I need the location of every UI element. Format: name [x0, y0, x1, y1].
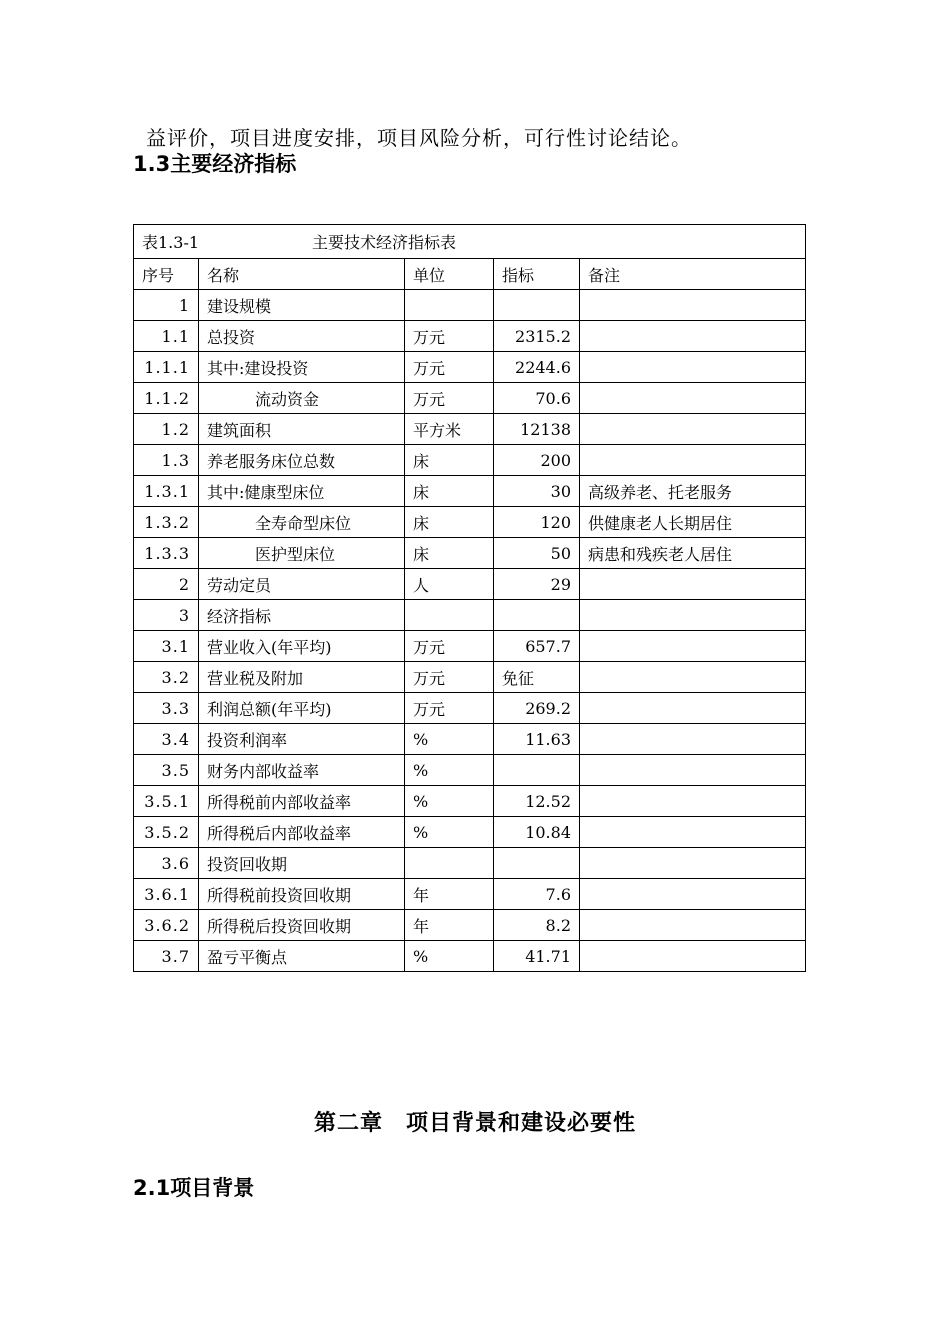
cell-name: 所得税后内部收益率 — [199, 817, 405, 848]
cell-value — [494, 848, 580, 879]
cell-value: 7.6 — [494, 879, 580, 910]
cell-seq: 3 — [134, 600, 199, 631]
table-label: 表1.3-1 — [142, 233, 200, 252]
indicators-table — [133, 224, 806, 972]
cell-note — [580, 848, 806, 879]
table-row — [134, 662, 806, 693]
cell-name: 盈亏平衡点 — [199, 941, 405, 972]
cell-unit: 万元 — [405, 631, 494, 662]
cell-unit: 年 — [405, 879, 494, 910]
table-row — [134, 352, 806, 383]
cell-name: 投资利润率 — [199, 724, 405, 755]
cell-unit: 万元 — [405, 352, 494, 383]
cell-unit: 人 — [405, 569, 494, 600]
cell-seq: 1.1.2 — [134, 383, 199, 414]
table-row — [134, 290, 806, 321]
cell-name: 总投资 — [199, 321, 405, 352]
cell-value: 2315.2 — [494, 321, 580, 352]
table-row — [134, 817, 806, 848]
cell-unit — [405, 290, 494, 321]
cell-note: 高级养老、托老服务 — [580, 476, 806, 507]
cell-seq: 1.3.3 — [134, 538, 199, 569]
intro-paragraph-line: 益评价，项目进度安排，项目风险分析，可行性讨论结论。 — [146, 126, 692, 150]
cell-seq: 1.3 — [134, 445, 199, 476]
cell-unit: 万元 — [405, 693, 494, 724]
cell-seq: 1.3.2 — [134, 507, 199, 538]
cell-value: 10.84 — [494, 817, 580, 848]
cell-value: 12138 — [494, 414, 580, 445]
cell-note — [580, 817, 806, 848]
cell-value — [494, 600, 580, 631]
cell-seq: 3.7 — [134, 941, 199, 972]
cell-unit: % — [405, 786, 494, 817]
cell-seq: 3.4 — [134, 724, 199, 755]
cell-seq: 1.1.1 — [134, 352, 199, 383]
table-row — [134, 600, 806, 631]
table-row — [134, 631, 806, 662]
table-row — [134, 569, 806, 600]
cell-unit: 万元 — [405, 662, 494, 693]
cell-seq: 3.1 — [134, 631, 199, 662]
cell-unit: 床 — [405, 476, 494, 507]
cell-unit: % — [405, 724, 494, 755]
table-row — [134, 941, 806, 972]
header-value: 指标 — [494, 259, 580, 290]
cell-unit: % — [405, 817, 494, 848]
cell-unit: 床 — [405, 445, 494, 476]
cell-name: 所得税前投资回收期 — [199, 879, 405, 910]
header-unit: 单位 — [405, 259, 494, 290]
table-row — [134, 414, 806, 445]
header-note: 备注 — [580, 259, 806, 290]
cell-name: 财务内部收益率 — [199, 755, 405, 786]
cell-seq: 3.5.2 — [134, 817, 199, 848]
cell-seq: 3.6.1 — [134, 879, 199, 910]
cell-value — [494, 290, 580, 321]
cell-seq: 3.3 — [134, 693, 199, 724]
cell-value: 200 — [494, 445, 580, 476]
cell-seq: 1.3.1 — [134, 476, 199, 507]
cell-name: 建设规模 — [199, 290, 405, 321]
cell-value: 657.7 — [494, 631, 580, 662]
cell-name: 养老服务床位总数 — [199, 445, 405, 476]
cell-unit: 床 — [405, 507, 494, 538]
cell-seq: 3.2 — [134, 662, 199, 693]
cell-name: 营业收入(年平均) — [199, 631, 405, 662]
cell-note — [580, 786, 806, 817]
table-row — [134, 383, 806, 414]
cell-note — [580, 600, 806, 631]
table-row — [134, 755, 806, 786]
cell-value: 30 — [494, 476, 580, 507]
header-seq: 序号 — [134, 259, 199, 290]
cell-value: 29 — [494, 569, 580, 600]
cell-unit: 年 — [405, 910, 494, 941]
table-row — [134, 445, 806, 476]
cell-seq: 3.6 — [134, 848, 199, 879]
cell-note: 供健康老人长期居住 — [580, 507, 806, 538]
table-title: 主要技术经济指标表 — [312, 233, 457, 252]
cell-value — [494, 755, 580, 786]
table-row — [134, 848, 806, 879]
cell-note — [580, 290, 806, 321]
table-row — [134, 879, 806, 910]
cell-name: 其中:健康型床位 — [199, 476, 405, 507]
table-row — [134, 693, 806, 724]
cell-value: 269.2 — [494, 693, 580, 724]
table-caption-row — [134, 225, 806, 259]
section-heading-2-1: 2.1项目背景 — [133, 1176, 255, 1200]
cell-note — [580, 693, 806, 724]
cell-name: 建筑面积 — [199, 414, 405, 445]
cell-seq: 1.1 — [134, 321, 199, 352]
cell-unit: % — [405, 755, 494, 786]
cell-note — [580, 414, 806, 445]
table-row — [134, 321, 806, 352]
cell-value: 8.2 — [494, 910, 580, 941]
table-row — [134, 476, 806, 507]
cell-name: 其中:建设投资 — [199, 352, 405, 383]
cell-name: 全寿命型床位 — [199, 507, 405, 538]
cell-note — [580, 631, 806, 662]
header-name: 名称 — [199, 259, 405, 290]
cell-name: 所得税后投资回收期 — [199, 910, 405, 941]
cell-note — [580, 755, 806, 786]
cell-note: 病患和残疾老人居住 — [580, 538, 806, 569]
cell-name: 投资回收期 — [199, 848, 405, 879]
cell-value: 50 — [494, 538, 580, 569]
cell-note — [580, 910, 806, 941]
cell-note — [580, 383, 806, 414]
cell-value: 免征 — [494, 662, 580, 693]
cell-unit: 万元 — [405, 383, 494, 414]
cell-note — [580, 879, 806, 910]
table-header-row — [134, 259, 806, 290]
cell-note — [580, 569, 806, 600]
cell-seq: 1.2 — [134, 414, 199, 445]
cell-name: 劳动定员 — [199, 569, 405, 600]
cell-seq: 3.5 — [134, 755, 199, 786]
cell-name: 经济指标 — [199, 600, 405, 631]
cell-note — [580, 724, 806, 755]
cell-note — [580, 321, 806, 352]
cell-value: 2244.6 — [494, 352, 580, 383]
cell-unit: 床 — [405, 538, 494, 569]
cell-unit: 万元 — [405, 321, 494, 352]
table-row — [134, 786, 806, 817]
cell-note — [580, 445, 806, 476]
cell-note — [580, 352, 806, 383]
cell-note — [580, 662, 806, 693]
table-row — [134, 724, 806, 755]
cell-value: 11.63 — [494, 724, 580, 755]
cell-value: 70.6 — [494, 383, 580, 414]
cell-value: 120 — [494, 507, 580, 538]
cell-seq: 3.5.1 — [134, 786, 199, 817]
cell-unit: 平方米 — [405, 414, 494, 445]
cell-seq: 3.6.2 — [134, 910, 199, 941]
cell-seq: 1 — [134, 290, 199, 321]
cell-value: 12.52 — [494, 786, 580, 817]
cell-name: 所得税前内部收益率 — [199, 786, 405, 817]
cell-note — [580, 941, 806, 972]
table-row — [134, 910, 806, 941]
table-caption — [134, 225, 806, 259]
table-row — [134, 538, 806, 569]
cell-name: 营业税及附加 — [199, 662, 405, 693]
cell-seq: 2 — [134, 569, 199, 600]
cell-name: 医护型床位 — [199, 538, 405, 569]
cell-unit: % — [405, 941, 494, 972]
chapter-title: 第二章 项目背景和建设必要性 — [313, 1111, 636, 1136]
table-row — [134, 507, 806, 538]
cell-unit — [405, 600, 494, 631]
section-heading-1-3: 1.3主要经济指标 — [133, 152, 297, 176]
cell-name: 利润总额(年平均) — [199, 693, 405, 724]
cell-value: 41.71 — [494, 941, 580, 972]
cell-name: 流动资金 — [199, 383, 405, 414]
cell-unit — [405, 848, 494, 879]
